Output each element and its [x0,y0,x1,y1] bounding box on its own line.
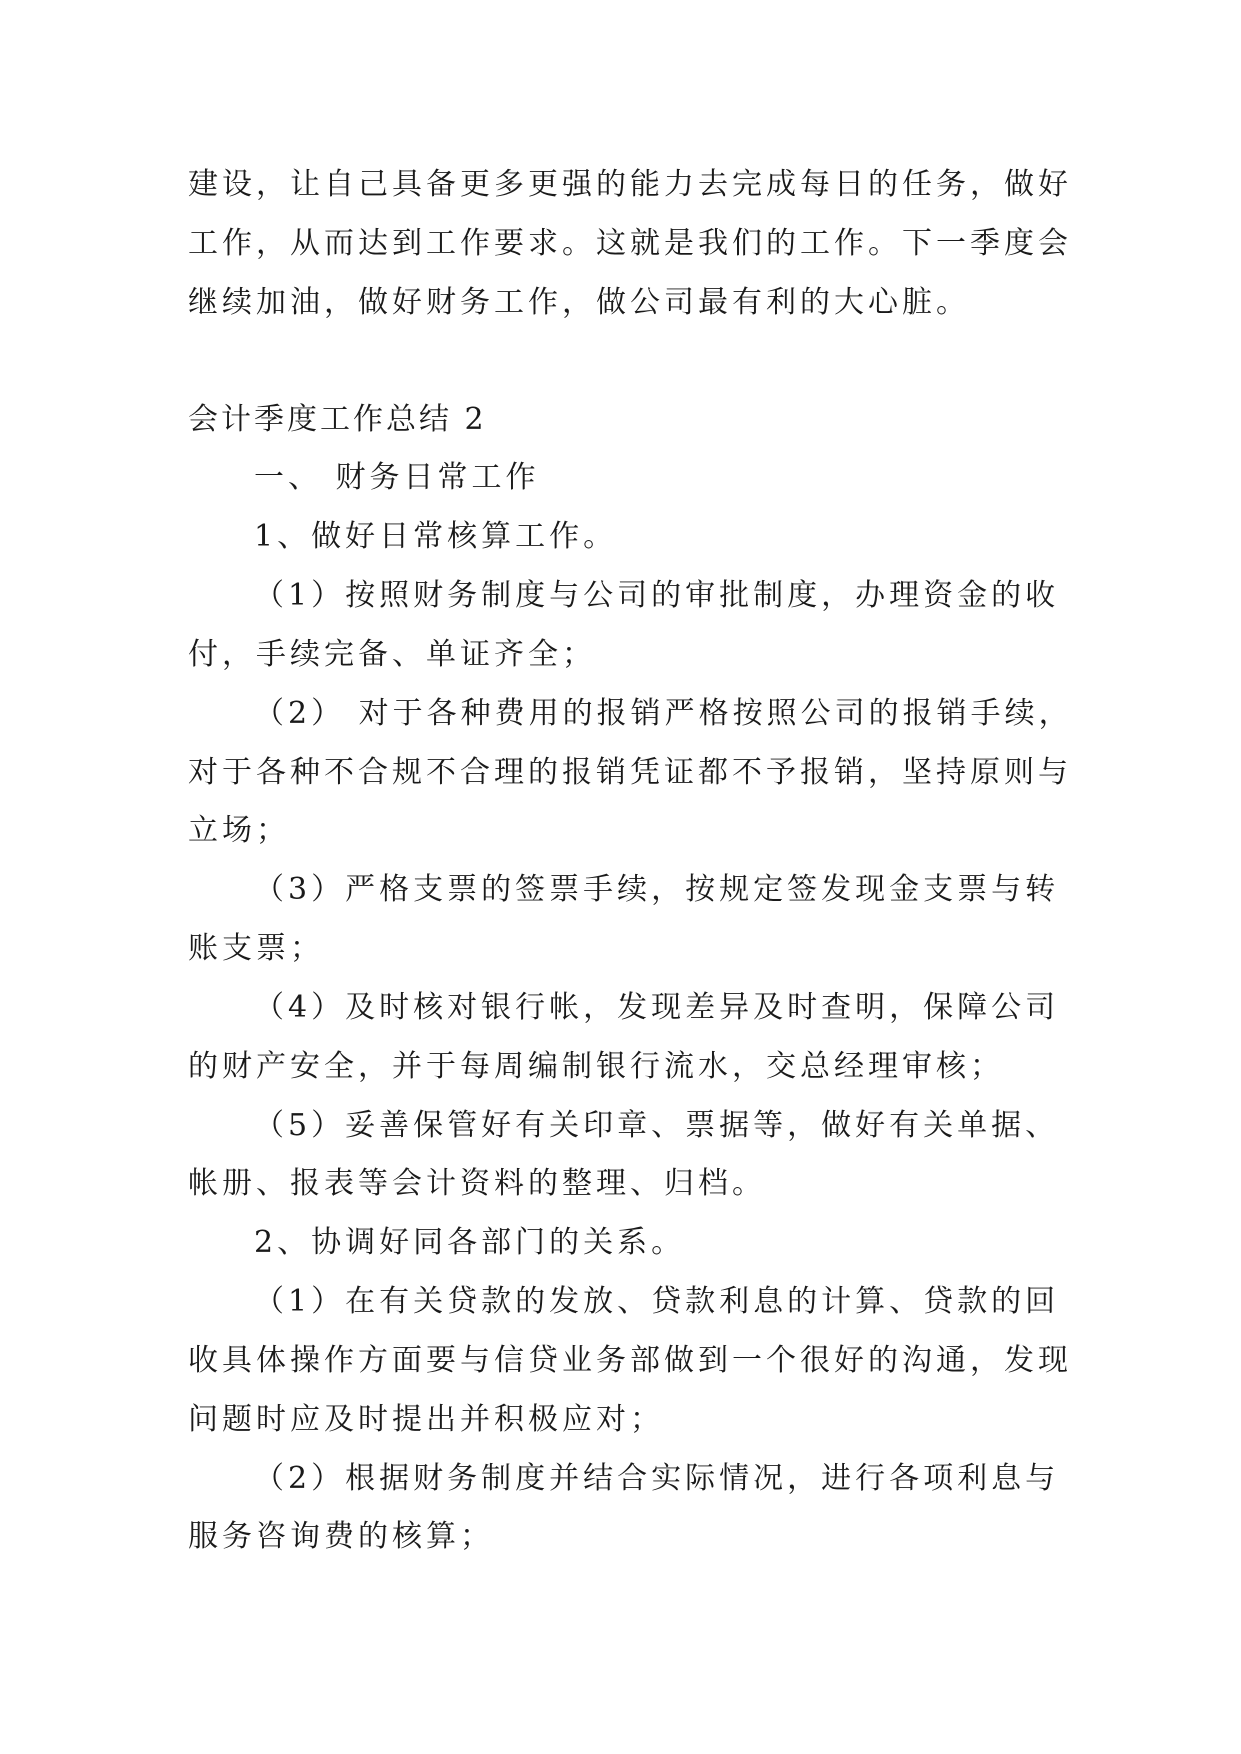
item1-3-line-1: （3）严格支票的签票手续，按规定签发现金支票与转 [254,872,1060,907]
item2-1-line-1: （1）在有关贷款的发放、贷款利息的计算、贷款的回 [254,1284,1060,1319]
item1-5-line-2: 帐册、报表等会计资料的整理、归档。 [188,1166,766,1201]
intro-line-1: 建设，让自己具备更多更强的能力去完成每日的任务，做好 [188,167,1072,202]
part-one-heading: 一、 财务日常工作 [254,460,540,495]
item1-3-line-2: 账支票； [188,931,324,966]
item2-1-line-3: 问题时应及时提出并积极应对； [188,1402,664,1437]
item2-heading: 2、协调好同各部门的关系。 [254,1225,686,1260]
item2-1-line-2: 收具体操作方面要与信贷业务部做到一个很好的沟通，发现 [188,1343,1072,1378]
item1-1-line-2: 付，手续完备、单证齐全； [188,637,596,672]
item1-4-line-2: 的财产安全，并于每周编制银行流水，交总经理审核； [188,1049,1004,1084]
item1-4-line-1: （4）及时核对银行帐，发现差异及时查明，保障公司 [254,990,1060,1025]
section-title: 会计季度工作总结 2 [188,402,487,437]
intro-line-2: 工作，从而达到工作要求。这就是我们的工作。下一季度会 [188,226,1072,261]
item1-2-line-2: 对于各种不合规不合理的报销凭证都不予报销，坚持原则与 [188,755,1072,790]
item1-5-line-1: （5）妥善保管好有关印章、票据等，做好有关单据、 [254,1108,1060,1143]
item1-1-line-1: （1）按照财务制度与公司的审批制度，办理资金的收 [254,578,1060,613]
item1-2-line-1: （2） 对于各种费用的报销严格按照公司的报销手续， [254,696,1073,731]
intro-line-3: 继续加油，做好财务工作，做公司最有利的大心脏。 [188,285,970,320]
item1-heading: 1、做好日常核算工作。 [254,519,618,554]
item2-2-line-1: （2）根据财务制度并结合实际情况，进行各项利息与 [254,1461,1060,1496]
item2-2-line-2: 服务咨询费的核算； [188,1519,494,1554]
item1-2-line-3: 立场； [188,813,290,848]
